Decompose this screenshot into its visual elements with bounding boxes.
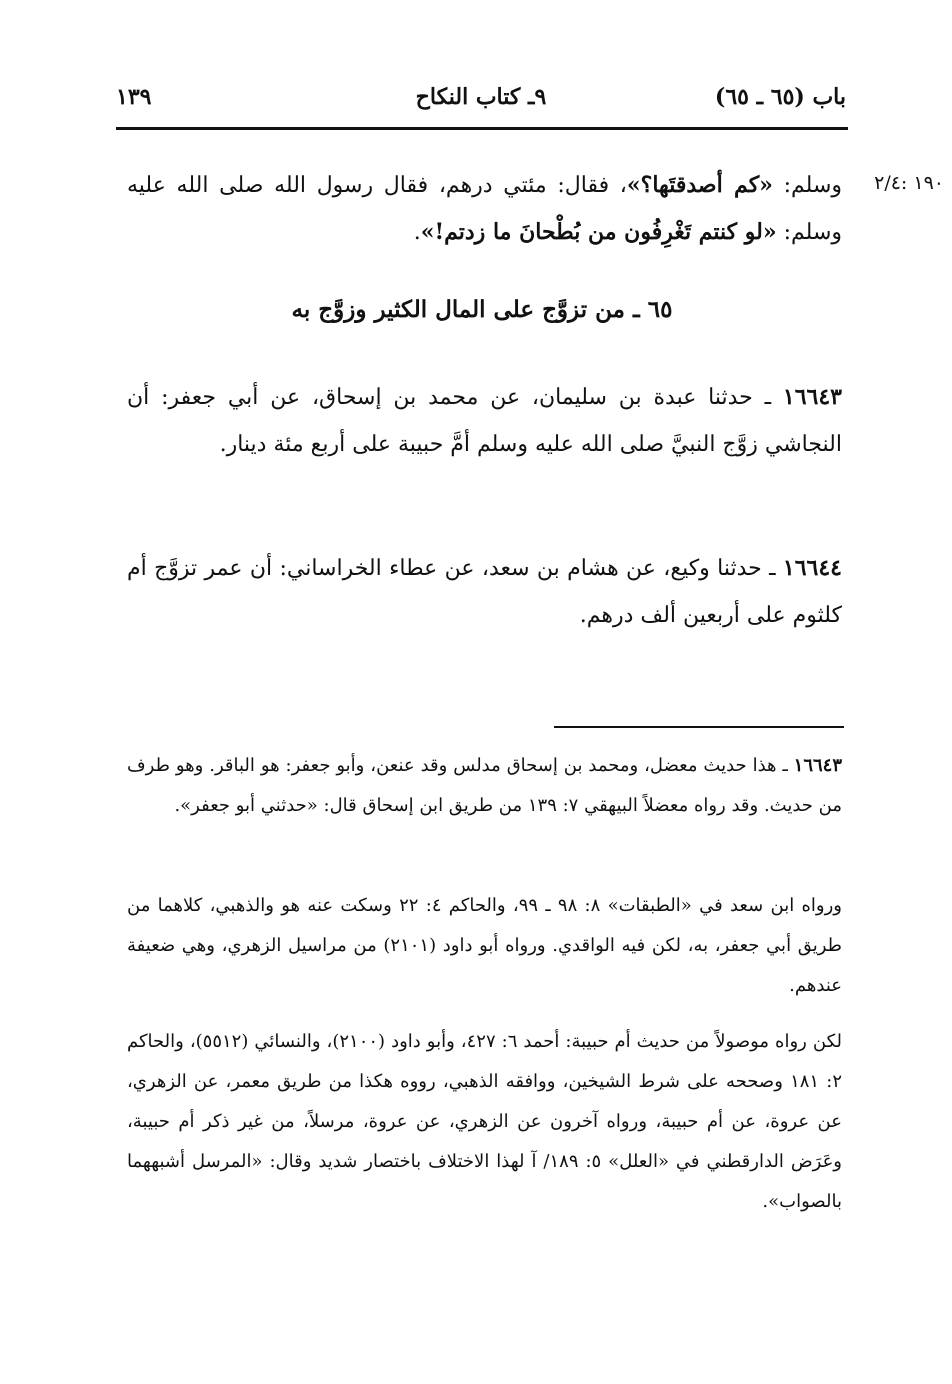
hadith-number: ١٦٦٤٤ — [782, 555, 842, 581]
chapter-reference: باب (٦٥ ـ ٦٥) — [714, 84, 846, 110]
hadith-text: ـ حدثنا وكيع، عن هشام بن سعد، عن عطاء الخراساني: أن عمر تزوَّج أم كلثوم على أربعين ألف درهم. — [127, 556, 842, 628]
hadith-text: ـ حدثنا عبدة بن سليمان، عن محمد بن إسحاق، عن أبي جعفر: أن النجاشي زوَّج النبيَّ صلى الله عليه وسلم أمَّ حبيبة على أربع مئة دينار. — [127, 385, 842, 457]
footnote-rule — [554, 726, 844, 728]
footnote-number: ١٦٦٤٣ — [793, 755, 842, 776]
header-rule — [116, 127, 848, 130]
section-heading: ٦٥ ـ من تزوَّج على المال الكثير وزوَّج به — [291, 296, 673, 323]
prophet-quote-1: «كم أصدقتَها؟» — [626, 172, 773, 198]
book-title: ٩ـ كتاب النكاح — [415, 84, 547, 110]
footnote-text: ـ هذا حديث معضل، ومحمد بن إسحاق مدلس وقد عنعن، وأبو جعفر: هو الباقر. وهو طرف من حديث. وقد رواه معضلاً البيهقي ٧: ١٣٩ من طريق ابن إسحاق قال: «حدثني أبو جعفر». — [127, 755, 842, 816]
footnote-3 — [127, 1022, 842, 1222]
prophet-quote-2: «لو كنتم تَغْرِفُون من بُطْحانَ ما زدتم!» — [420, 219, 777, 245]
footnote-1 — [127, 746, 842, 826]
margin-reference: ١٩٠ :٢/٤ — [874, 172, 944, 194]
hadith-number: ١٦٦٤٣ — [782, 384, 842, 410]
footnote-text: ورواه ابن سعد في «الطبقات» ٨: ٩٨ ـ ٩٩، والحاكم ٤: ٢٢ وسكت عنه هو والذهبي، كلاهما من طريق أبي جعفر، به، لكن فيه الواقدي. ورواه أبو داود (٢١٠١) من مراسيل الزهري، وهي ضعيفة عندهم. — [127, 895, 842, 996]
page-number: ١٣٩ — [116, 84, 152, 110]
continuation-text-before: وسلم: — [772, 173, 843, 198]
continuation-paragraph — [127, 162, 842, 256]
hadith-16644 — [127, 545, 842, 639]
hadith-16643 — [127, 374, 842, 468]
footnote-text: لكن رواه موصولاً من حديث أم حبيبة: أحمد ٦: ٤٢٧، وأبو داود (٢١٠٠)، والنسائي (٥٥١٢)، والحاكم ٢: ١٨١ وصححه على شرط الشيخين، ووافقه الذهبي، رووه هكذا من طريق معمر، عن الزهري، عن عروة، عن أم حبيبة، ورواه آخرون عن الزهري، عن عروة، مرسلاً، من غير ذكر أم حبيبة، وعَرَض الدارقطني في «العلل» ٥: ١٨٩/ آ لهذا الاختلاف باختصار شديد وقال: «المرسل أشبههما بالصواب». — [127, 1031, 843, 1212]
footnote-2 — [127, 886, 842, 1006]
continuation-text-mid: ، فقال: مئتي درهم، فقال رسول الله صلى الله عليه وسلم: — [127, 173, 842, 245]
running-header — [116, 78, 846, 122]
continuation-text-after: . — [413, 220, 421, 245]
